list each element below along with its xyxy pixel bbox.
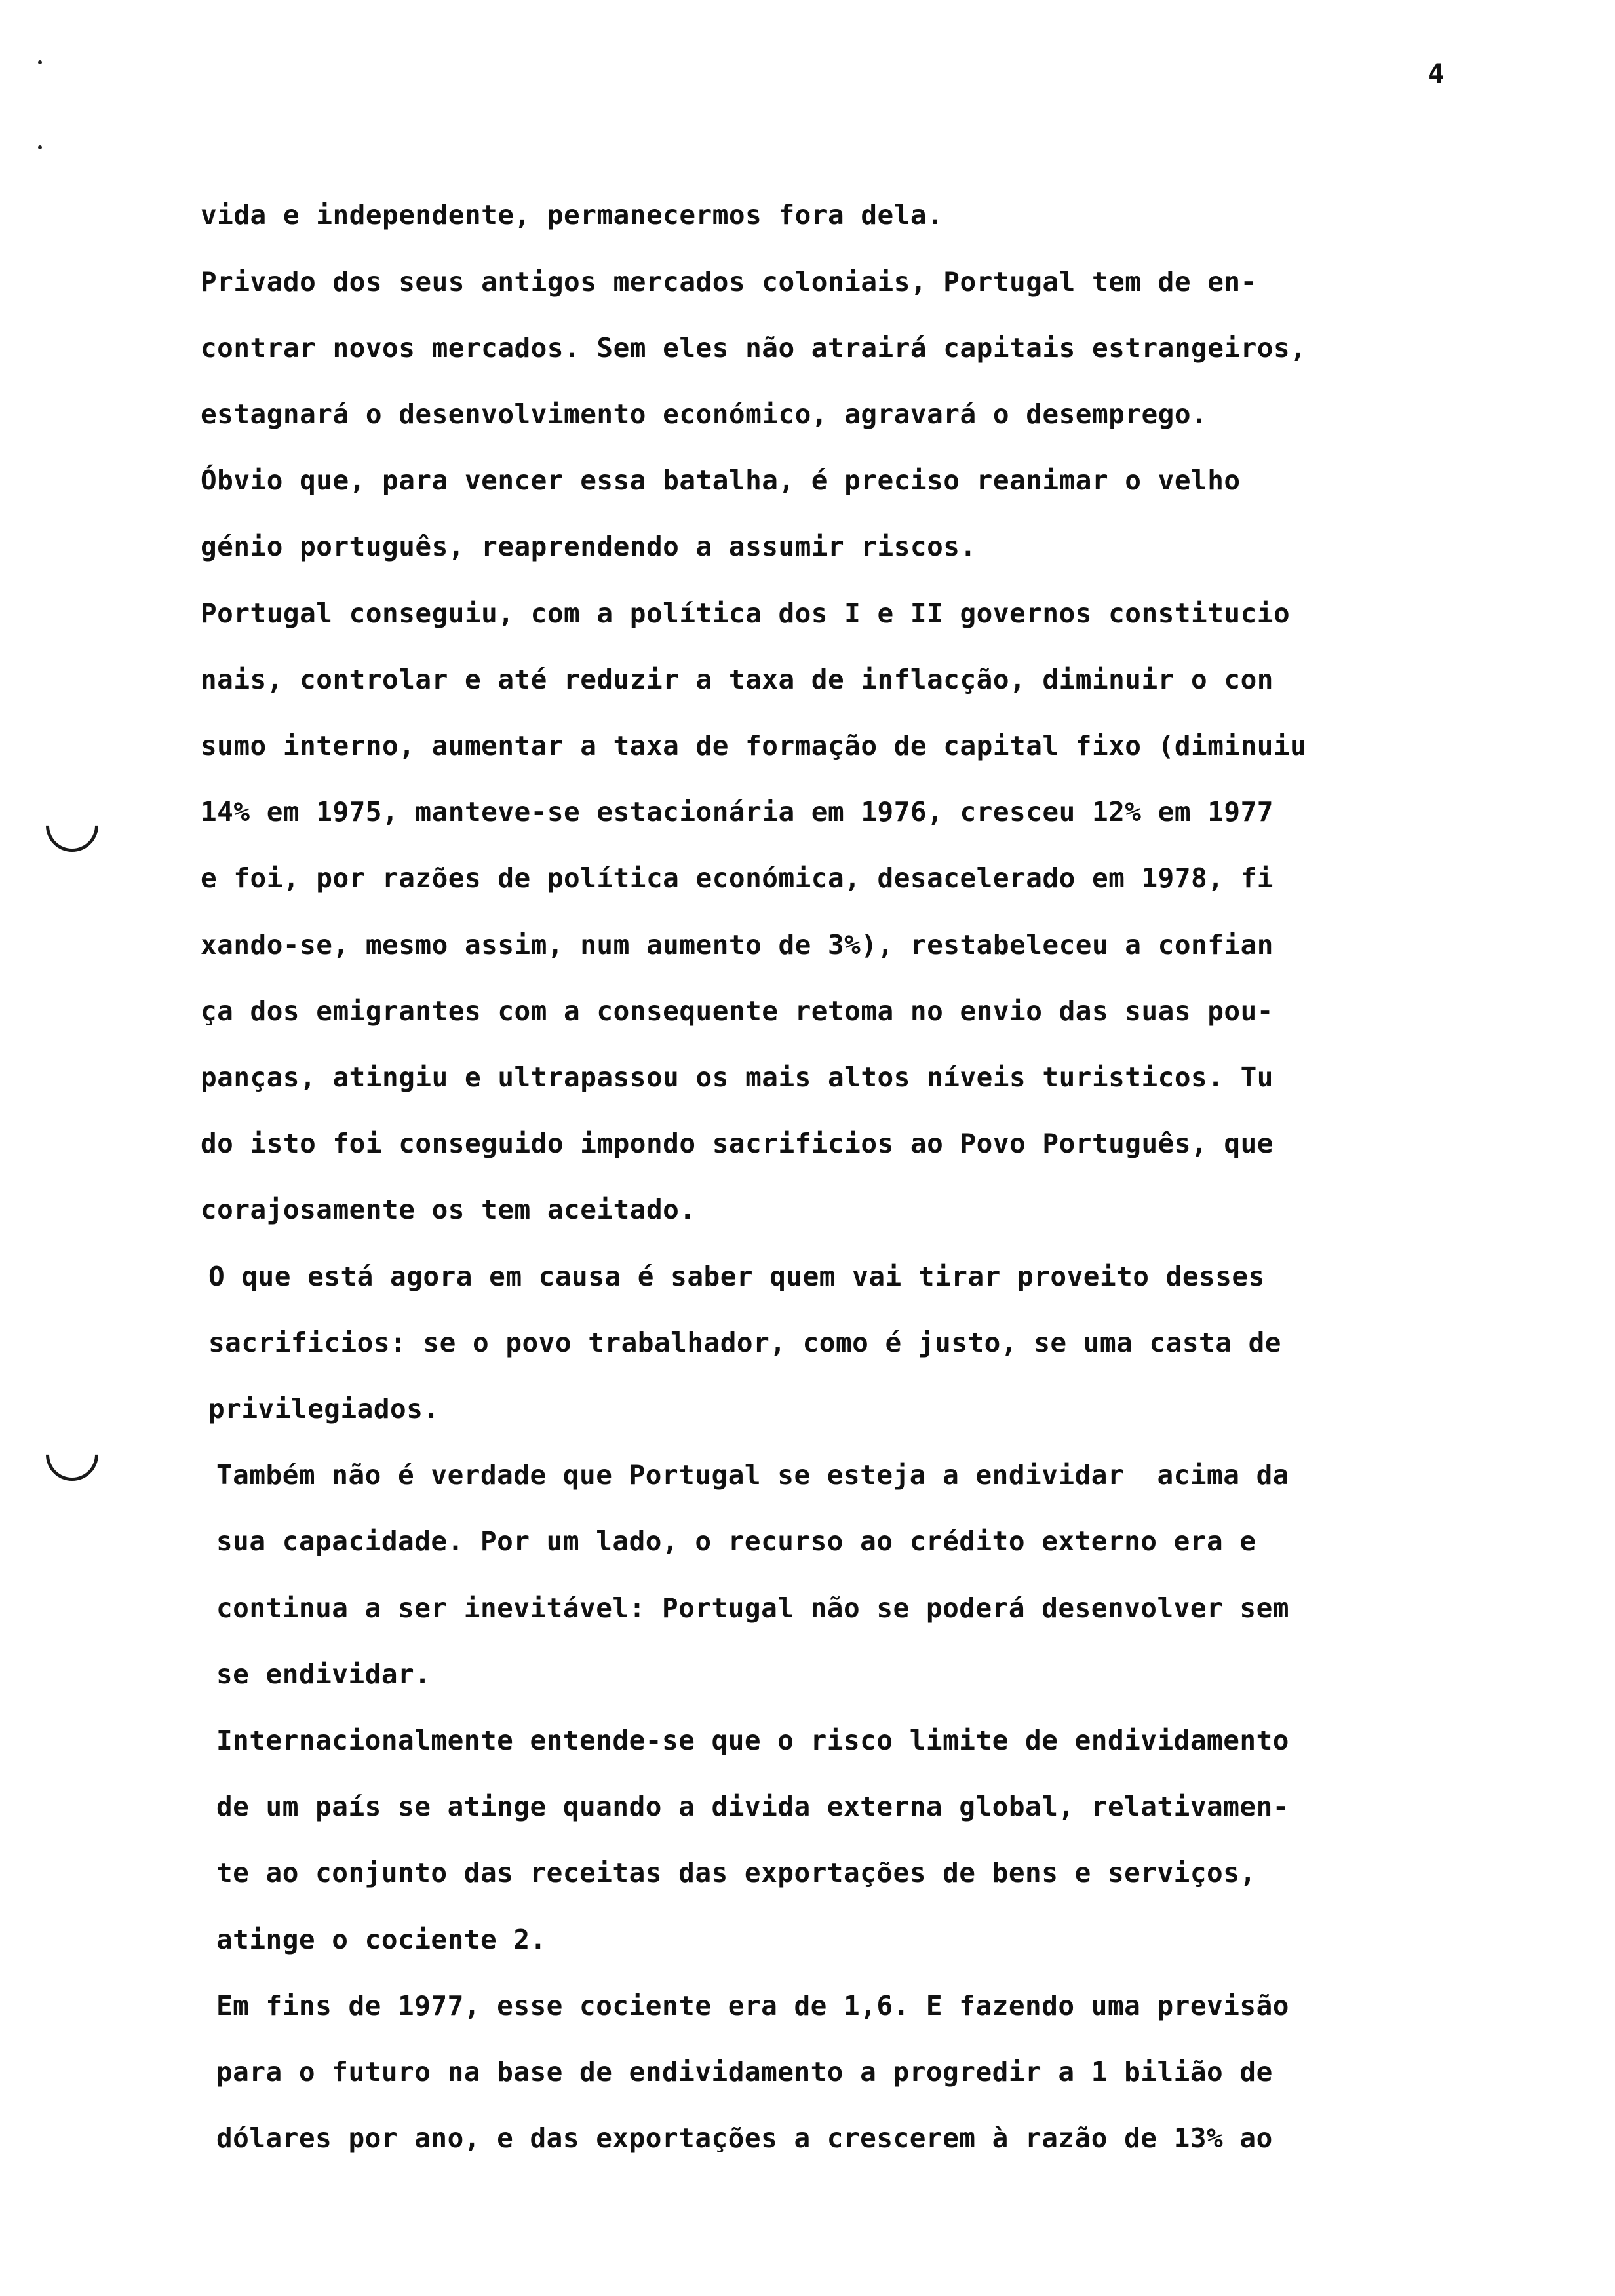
text-line: e foi, por razões de política económica, desacelerado em 1978, fi xyxy=(201,862,1274,894)
text-line: ça dos emigrantes com a consequente retoma no envio das suas pou- xyxy=(201,995,1274,1027)
text-line: sua capacidade. Por um lado, o recurso ao crédito externo era e xyxy=(216,1525,1256,1557)
text-line: Privado dos seus antigos mercados coloniais, Portugal tem de en- xyxy=(201,266,1257,297)
text-line: privilegiados. xyxy=(208,1393,440,1425)
text-line: estagnará o desenvolvimento económico, agravará o desemprego. xyxy=(201,398,1208,430)
text-line: do isto foi conseguido impondo sacrificios ao Povo Português, que xyxy=(201,1128,1274,1159)
scan-speck-1 xyxy=(38,60,42,64)
text-line: te ao conjunto das receitas das exportações de bens e serviços, xyxy=(216,1857,1256,1888)
page-number: 4 xyxy=(1428,58,1445,90)
text-line: sumo interno, aumentar a taxa de formação de capital fixo (diminuiu xyxy=(201,730,1307,761)
text-line: atinge o cociente 2. xyxy=(216,1924,547,1955)
text-line: Óbvio que, para vencer essa batalha, é preciso reanimar o velho xyxy=(201,465,1241,496)
punch-hole-mark-2 xyxy=(35,1417,109,1491)
text-line: continua a ser inevitável: Portugal não se poderá desenvolver sem xyxy=(216,1592,1289,1624)
text-line: vida e independente, permanecermos fora dela. xyxy=(201,199,944,231)
text-line: corajosamente os tem aceitado. xyxy=(201,1194,696,1225)
text-line: Em fins de 1977, esse cociente era de 1,6. E fazendo uma previsão xyxy=(216,1990,1289,2021)
text-line: se endividar. xyxy=(216,1658,431,1690)
text-line: panças, atingiu e ultrapassou os mais altos níveis turisticos. Tu xyxy=(201,1062,1274,1093)
text-line: nais, controlar e até reduzir a taxa de inflacção, diminuir o con xyxy=(201,664,1274,695)
text-line: contrar novos mercados. Sem eles não atrairá capitais estrangeiros, xyxy=(201,332,1307,364)
text-line: para o futuro na base de endividamento a progredir a 1 bilião de xyxy=(216,2056,1273,2088)
text-line: 14% em 1975, manteve-se estacionária em 1976, cresceu 12% em 1977 xyxy=(201,796,1274,828)
text-line: génio português, reaprendendo a assumir riscos. xyxy=(201,531,977,562)
punch-hole-mark-1 xyxy=(35,788,109,862)
text-line: Portugal conseguiu, com a política dos I e II governos constitucio xyxy=(201,598,1291,629)
text-line: Internacionalmente entende-se que o risco limite de endividamento xyxy=(216,1725,1289,1756)
scan-speck-2 xyxy=(38,145,42,149)
text-line: sacrificios: se o povo trabalhador, como é justo, se uma casta de xyxy=(208,1327,1281,1358)
text-line: dólares por ano, e das exportações a crescerem à razão de 13% ao xyxy=(216,2122,1273,2154)
text-line: Também não é verdade que Portugal se esteja a endividar acima da xyxy=(216,1459,1289,1491)
text-line: de um país se atinge quando a divida externa global, relativamen- xyxy=(216,1791,1289,1822)
text-line: O que está agora em causa é saber quem vai tirar proveito desses xyxy=(208,1261,1265,1292)
text-line: xando-se, mesmo assim, num aumento de 3%), restabeleceu a confian xyxy=(201,929,1274,961)
